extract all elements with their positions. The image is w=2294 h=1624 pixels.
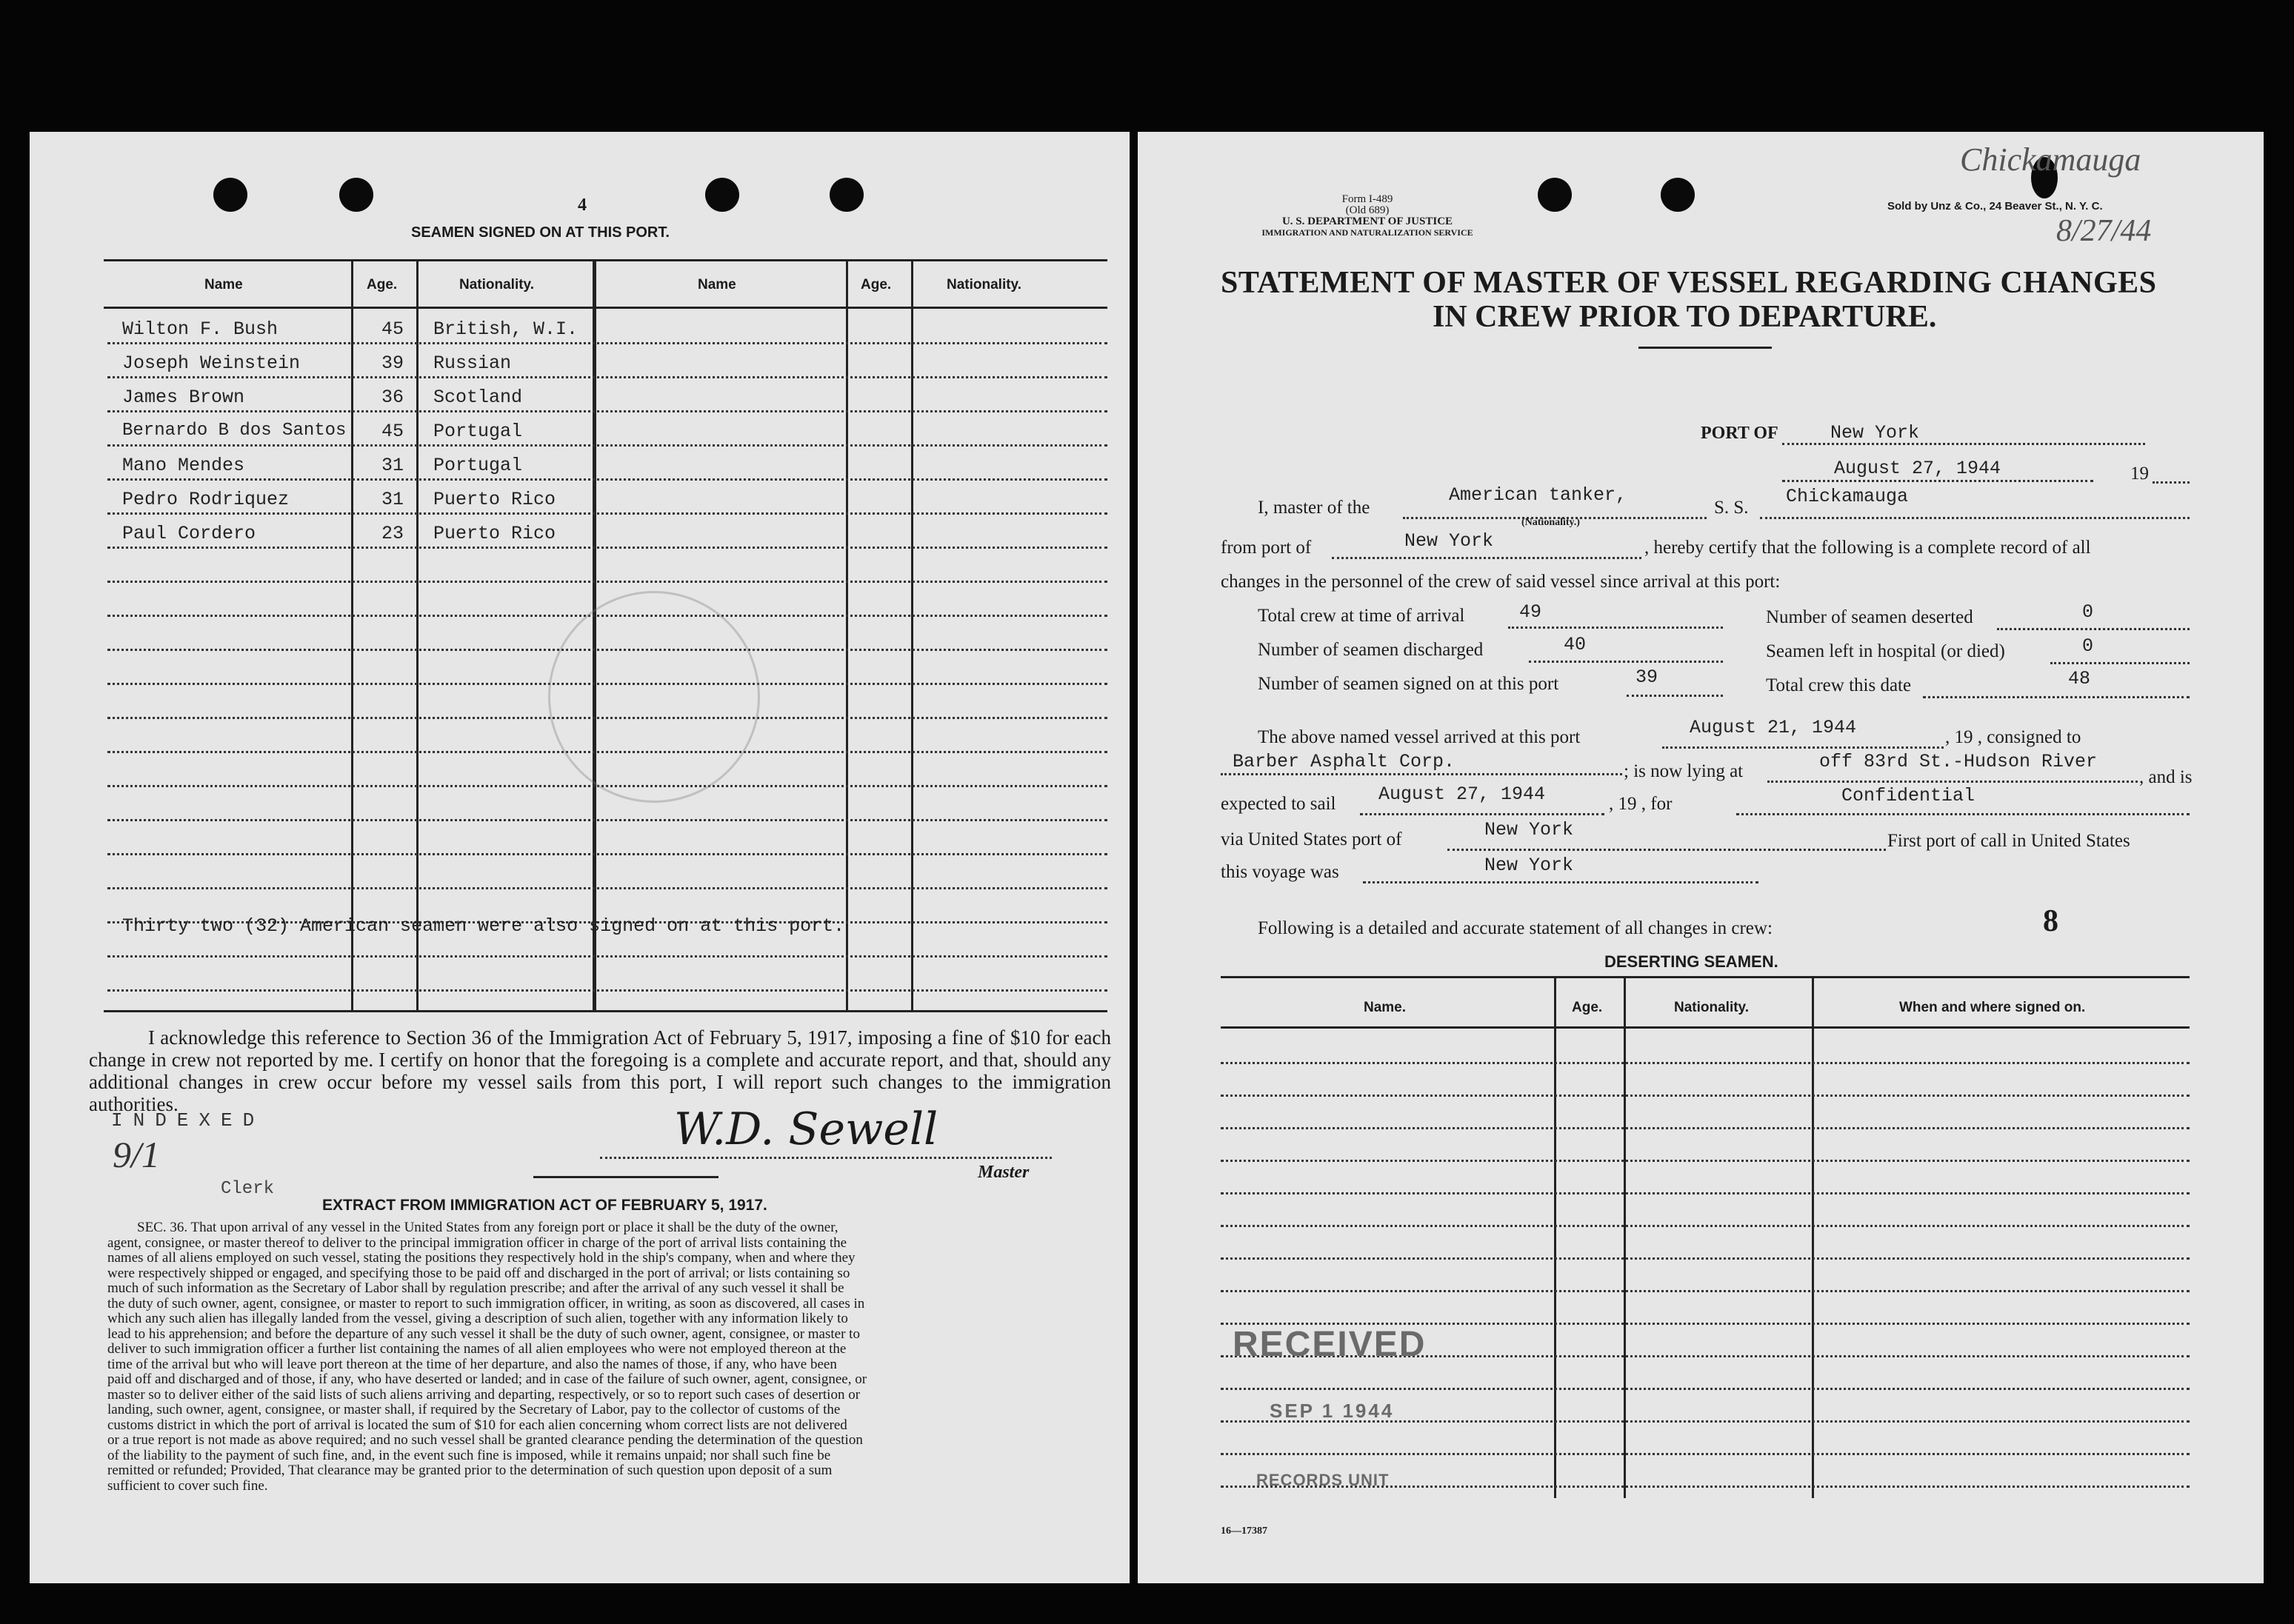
table-bottom-rule <box>104 1010 1107 1012</box>
from-port-label: from port of <box>1221 538 1312 558</box>
form-title-line2: IN CREW PRIOR TO DEPARTURE. <box>1433 300 1937 334</box>
desert-col-age: Age. <box>1572 1000 1603 1015</box>
sail-date-line <box>1360 813 1604 815</box>
deserted-value: 0 <box>2082 601 2094 623</box>
via-label: via United States port of <box>1221 829 1402 849</box>
seaman-nationality: Puerto Rico <box>433 489 556 510</box>
seaman-age: 36 <box>381 387 404 408</box>
lying-label: ; is now lying at <box>1624 761 1744 781</box>
row-rule <box>1221 1095 2190 1097</box>
extract-line: paid off and discharged and of those, if any, who have deserted or landed; and in case of the failure of such owner, agent, consignee, or <box>107 1371 867 1387</box>
first-port: New York <box>1484 855 1574 876</box>
left-page <box>30 132 1130 1583</box>
stat-line <box>2050 662 2190 664</box>
department-label: U. S. DEPARTMENT OF JUSTICE <box>1281 215 1453 227</box>
section-heading: SEAMEN SIGNED ON AT THIS PORT. <box>411 224 670 241</box>
stat-line <box>1529 661 1723 663</box>
row-rule <box>1221 1127 2190 1129</box>
port-label: PORT OF <box>1701 424 1778 443</box>
records-unit-stamp: RECORDS UNIT <box>1256 1471 1390 1489</box>
title-rule <box>1638 347 1772 349</box>
form-print-number: 16—17387 <box>1221 1526 1267 1537</box>
indexed-stamp: INDEXED <box>111 1109 265 1132</box>
this-voyage-label: this voyage was <box>1221 862 1339 882</box>
nationality-caption: (Nationality.) <box>1521 517 1580 528</box>
punch-hole <box>1661 178 1695 212</box>
col-divider <box>846 259 848 1012</box>
hospital-value: 0 <box>2082 635 2094 657</box>
desert-col-name: Name. <box>1364 1000 1407 1015</box>
extract-line: deliver to such immigration officer a further list containing the names of all alien employees who were not employed thereon at the <box>107 1341 847 1357</box>
extract-line: landing, such owner, agent, consignee, or master shall, if required by the Secretary of Labor, pay to the collector of customs of the <box>107 1402 841 1417</box>
clerk-initials: 9/1 <box>113 1134 160 1175</box>
row-rule <box>107 547 1107 549</box>
vessel-nationality: American tanker, <box>1449 484 1627 506</box>
extract-rule <box>533 1176 718 1178</box>
arrived-label: The above named vessel arrived at this port <box>1258 727 1581 747</box>
seaman-age: 31 <box>381 455 404 476</box>
arrived-date: August 21, 1944 <box>1690 717 1857 738</box>
desert-table-header-rule <box>1221 1026 2190 1029</box>
punch-hole <box>1538 178 1572 212</box>
punch-hole <box>213 178 247 212</box>
seaman-name: Pedro Rodriquez <box>122 489 290 510</box>
table-top-rule <box>104 259 1107 261</box>
seaman-nationality: Russian <box>433 352 512 374</box>
col-divider <box>351 259 353 1012</box>
row-rule <box>107 853 1107 855</box>
desert-col-nationality: Nationality. <box>1674 1000 1749 1015</box>
sail-date: August 27, 1944 <box>1378 783 1546 805</box>
punch-hole <box>705 178 739 212</box>
row-rule <box>1221 1290 2190 1292</box>
extract-line: SEC. 36. That upon arrival of any vessel in the United States from any foreign port or place it shall be the duty of the owner, <box>137 1220 838 1235</box>
date-year-prefix: 19 <box>2130 464 2149 484</box>
form-number-label: Form I-489 <box>1341 193 1393 205</box>
stat-line <box>1627 695 1723 697</box>
signature-line <box>600 1157 1052 1159</box>
row-rule <box>107 478 1107 481</box>
acknowledgement-text: I acknowledge this reference to Section 36 of the Immigration Act of February 5, 1917, imposing a fine of $10 for each change in crew not reported by me. I certify on honor that the foregoing is a complete and accurate report, and that, should any additional changes in crew occur before my vessel sails from this port, I will report such changes to the immigration authorities. <box>89 1026 1111 1115</box>
faded-stamp <box>548 591 760 803</box>
consignee-line <box>1221 773 1622 775</box>
deserting-heading: DESERTING SEAMEN. <box>1604 952 1778 971</box>
col-header-name: Name <box>204 277 243 293</box>
seaman-age: 45 <box>381 318 404 340</box>
extract-line: remitted or refunded; Provided, That clearance may be granted prior to the determination of such question upon deposit of a sum <box>107 1463 833 1478</box>
certify-text: , hereby certify that the following is a complete record of all <box>1644 538 2091 558</box>
consigned-label: , 19 , consigned to <box>1945 727 2081 747</box>
destination: Confidential <box>1841 785 1975 806</box>
row-rule <box>107 955 1107 958</box>
consignee: Barber Asphalt Corp. <box>1233 751 1456 772</box>
row-rule <box>107 376 1107 378</box>
right-page <box>1138 132 2264 1583</box>
col-header-age-2: Age. <box>861 277 892 293</box>
seaman-age: 39 <box>381 352 404 374</box>
and-is: , and is <box>2139 767 2193 787</box>
total-crew-arrival-value: 49 <box>1519 601 1542 623</box>
stat-line <box>1997 628 2190 630</box>
service-label: IMMIGRATION AND NATURALIZATION SERVICE <box>1261 227 1473 238</box>
seaman-name: Mano Mendes <box>122 455 245 476</box>
footnote: Thirty two (32) American seamen were also signed on at this port. <box>122 915 845 937</box>
row-rule <box>107 581 1107 583</box>
seaman-name: Wilton F. Bush <box>122 318 279 340</box>
seaman-name: Joseph Weinstein <box>122 352 301 374</box>
received-date-stamp: SEP 1 1944 <box>1270 1400 1395 1422</box>
col-header-nationality-2: Nationality. <box>947 277 1021 293</box>
row-rule <box>1221 1062 2190 1064</box>
discharged-label: Number of seamen discharged <box>1258 640 1484 660</box>
extract-line: master so to deliver either of the said lists of such aliens arriving and departing, respectively, or so to report such cases of desertion or <box>107 1386 861 1403</box>
signed-on-label: Number of seamen signed on at this port <box>1258 674 1559 694</box>
extract-line: were respectively shipped or engaged, and specifying those to be paid off and discharged in the port of arrival; or lists containing so <box>107 1265 850 1281</box>
extract-line: time of the arrival but who will leave port thereon at the time of her departure, and also the names of those, if any, who have been <box>107 1356 837 1372</box>
seaman-nationality: Puerto Rico <box>433 523 556 544</box>
col-divider <box>416 259 419 1012</box>
extract-line: much of such information as the Secretary of Labor shall by regulation prescribe; and after the arrival of any such vessel it shall be <box>107 1280 844 1296</box>
from-port-value: New York <box>1404 530 1494 552</box>
col-header-nationality: Nationality. <box>459 277 534 293</box>
handwritten-vessel: Chickamauga <box>1960 141 2141 178</box>
row-rule <box>107 989 1107 992</box>
first-port-label: First port of call in United States <box>1887 831 2130 851</box>
row-rule <box>107 819 1107 821</box>
col-divider <box>911 259 913 1012</box>
form-old-number: (Old 689) <box>1345 204 1390 216</box>
desert-table-top-rule <box>1221 976 2190 978</box>
table-header-rule <box>104 307 1107 309</box>
seller-label: Sold by Unz & Co., 24 Beaver St., N. Y. C. <box>1887 200 2103 213</box>
seaman-name: Paul Cordero <box>122 523 256 544</box>
row-rule <box>1221 1388 2190 1390</box>
from-port-line <box>1332 557 1641 559</box>
extract-body <box>107 1220 1107 1494</box>
received-stamp: RECEIVED <box>1233 1325 1427 1364</box>
col-header-name-2: Name <box>698 277 736 293</box>
seaman-nationality: British, W.I. <box>433 318 578 340</box>
extract-line: agent, consignee, or master thereof to deliver to the principal immigration officer in charge of the port of arrival lists containing the <box>107 1234 847 1251</box>
master-label: Master <box>978 1163 1030 1182</box>
row-rule <box>1221 1160 2190 1162</box>
row-rule <box>107 342 1107 344</box>
vessel-line <box>1760 517 2190 519</box>
row-rule <box>1221 1192 2190 1194</box>
total-crew-date-label: Total crew this date <box>1766 675 1912 695</box>
for-label: , 19 , for <box>1609 794 1673 814</box>
total-crew-date-value: 48 <box>2068 668 2091 689</box>
extract-line: or a true report is not made as above required; and no such vessel shall be granted clearance pending the determination of the question <box>107 1432 863 1448</box>
year-line <box>2153 481 2190 484</box>
seaman-nationality: Scotland <box>433 387 523 408</box>
changes-text: changes in the personnel of the crew of said vessel since arrival at this port: <box>1221 572 1781 592</box>
seaman-name: Bernardo B dos Santos <box>122 421 347 441</box>
vessel-name: Chickamauga <box>1786 486 1909 507</box>
extract-line: which any such alien has illegally landed from the vessel, giving a description of such alien, together with any information likely to <box>107 1311 848 1326</box>
master-signature: W.D. Sewell <box>674 1103 938 1155</box>
signed-on-value: 39 <box>1636 666 1658 688</box>
seaman-age: 45 <box>381 421 404 442</box>
punch-hole <box>830 178 864 212</box>
row-rule <box>1221 1225 2190 1227</box>
form-title-line1: STATEMENT OF MASTER OF VESSEL REGARDING CHANGES <box>1221 266 2157 300</box>
clerk-label: Clerk <box>221 1179 275 1199</box>
row-rule <box>107 887 1107 889</box>
extract-line: names of all aliens employed on such vessel, stating the positions they respectively hold in the ship's company, when and where they <box>107 1250 856 1266</box>
via-line <box>1447 849 1886 851</box>
stat-line <box>1508 626 1723 629</box>
seaman-nationality: Portugal <box>433 421 523 442</box>
punch-hole <box>339 178 373 212</box>
discharged-value: 40 <box>1564 634 1587 655</box>
destination-line <box>1736 813 2190 815</box>
row-rule <box>1221 1453 2190 1455</box>
lying-at: off 83rd St.-Hudson River <box>1819 751 2098 772</box>
port-value: New York <box>1830 422 1920 444</box>
row-rule <box>107 410 1107 412</box>
row-rule <box>107 444 1107 447</box>
lying-line <box>1767 781 2138 783</box>
handwritten-date: 8/27/44 <box>2056 214 2152 248</box>
extract-heading: EXTRACT FROM IMMIGRATION ACT OF FEBRUARY 5, 1917. <box>322 1197 767 1214</box>
col-header-age: Age. <box>367 277 398 293</box>
hospital-label: Seamen left in hospital (or died) <box>1766 641 2005 661</box>
seaman-nationality: Portugal <box>433 455 523 476</box>
form-header <box>1227 194 1508 238</box>
seaman-name: James Brown <box>122 387 245 408</box>
expected-label: expected to sail <box>1221 794 1336 814</box>
desert-col-signed-on: When and where signed on. <box>1899 1000 2086 1015</box>
first-port-line <box>1363 881 1758 883</box>
row-rule <box>1221 1257 2190 1260</box>
extract-line: of the liability to the payment of such fine, and, in the event such fine is imposed, while it remains unpaid; nor shall such fine be <box>107 1447 831 1463</box>
total-crew-arrival-label: Total crew at time of arrival <box>1258 606 1465 626</box>
extract-line: the duty of such owner, agent, consignee, or master to report to such immigration officer, in writing, as soon as discovered, all cases in <box>107 1295 865 1311</box>
date-line <box>1782 480 2093 482</box>
date-value: August 27, 1944 <box>1834 458 2001 479</box>
seaman-age: 23 <box>381 523 404 544</box>
arrived-line <box>1662 746 1944 749</box>
following-label: Following is a detailed and accurate statement of all changes in crew: <box>1258 918 1773 938</box>
via-port: New York <box>1484 819 1574 841</box>
extract-line: lead to his apprehension; and before the departure of any such vessel it shall be the duty of such owner, agent, consignee, or master to <box>107 1326 860 1342</box>
stat-line <box>1923 696 2190 698</box>
row-rule <box>107 512 1107 515</box>
ss-label: S. S. <box>1714 498 1749 518</box>
extract-line: customs district in which the port of arrival is located the sum of $10 for each alien concerning whom correct lists are not delivered <box>107 1417 847 1433</box>
page-number: 4 <box>578 196 587 215</box>
deserted-label: Number of seamen deserted <box>1766 607 1973 627</box>
extract-line: sufficient to cover such fine. <box>107 1477 268 1494</box>
seaman-age: 31 <box>381 489 404 510</box>
master-of-label: I, master of the <box>1258 498 1370 518</box>
changes-count: 8 <box>2043 904 2058 938</box>
